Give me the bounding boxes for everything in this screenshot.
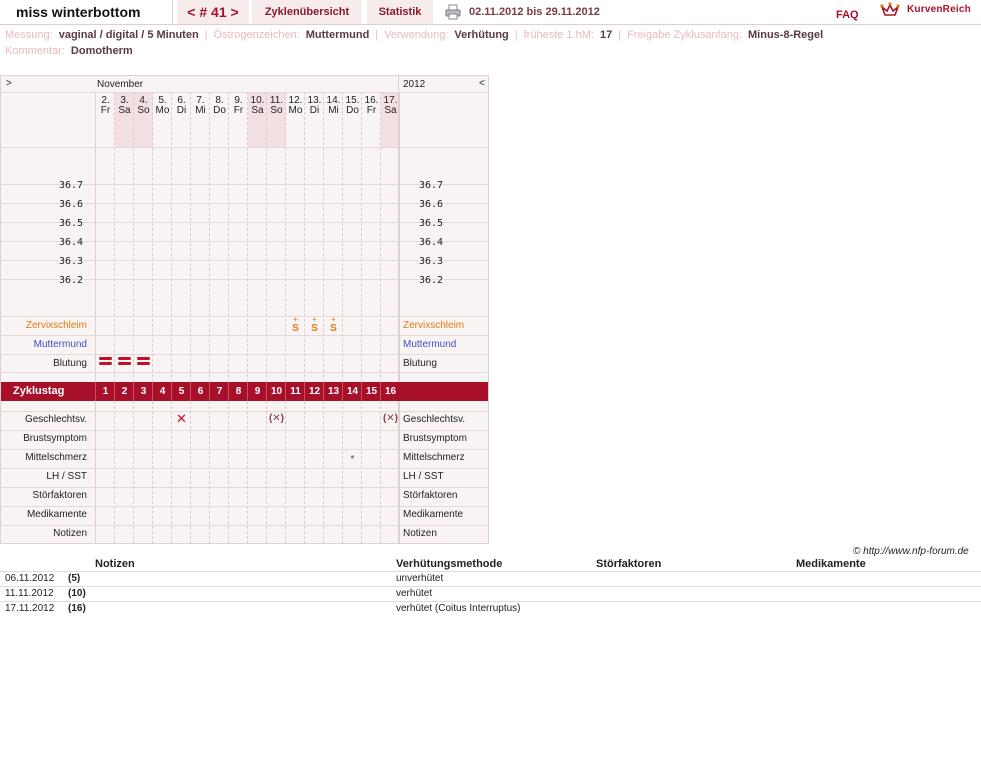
day-date: 7. — [196, 95, 205, 106]
grid-line — [1, 430, 488, 431]
cycle-day-number: 15 — [365, 386, 378, 397]
grid-column-line — [380, 92, 381, 382]
temp-label-right: 36.4 — [419, 237, 444, 248]
day-date: 16. — [364, 95, 379, 106]
grid-column-line — [266, 92, 267, 382]
day-header[interactable] — [305, 96, 324, 116]
temp-label-left: 36.2 — [59, 275, 84, 286]
day-header[interactable] — [210, 96, 229, 116]
day-date: 15. — [345, 95, 360, 106]
mucus-mark[interactable]: + S — [311, 315, 318, 334]
day-header[interactable] — [153, 96, 172, 116]
grid-line — [1, 487, 488, 488]
row-label-left: LH / SST — [46, 471, 87, 482]
mucus-mark[interactable]: + S — [330, 315, 337, 334]
cycle-day-bar — [1, 382, 488, 401]
cycle-day-divider — [285, 382, 286, 401]
table-row — [0, 571, 981, 587]
row-date: 06.11.2012 — [5, 573, 55, 584]
day-weekday: Sa — [118, 105, 131, 116]
cycle-day-divider — [266, 382, 267, 401]
grid-column-line — [152, 401, 153, 544]
nav-statistics[interactable]: Statistik — [367, 0, 433, 24]
day-weekday: Mi — [195, 105, 206, 116]
cycle-day-number: 5 — [178, 386, 185, 397]
chart-year: 2012 — [403, 79, 426, 90]
temp-label-right: 36.7 — [419, 180, 444, 191]
cycle-day-divider — [190, 382, 191, 401]
cycle-day-number: 9 — [254, 386, 261, 397]
row-label-right: Störfaktoren — [403, 490, 458, 501]
day-header[interactable] — [286, 96, 305, 116]
faq-link[interactable]: FAQ — [836, 9, 859, 21]
temp-label-left: 36.6 — [59, 199, 84, 210]
row-date: 11.11.2012 — [5, 588, 54, 599]
grid-line — [1, 525, 488, 526]
nav-cycle-overview[interactable]: Zyklenübersicht — [252, 0, 362, 24]
printer-icon[interactable] — [445, 4, 461, 20]
pain-mark[interactable]: • — [350, 450, 355, 464]
day-date: 10. — [250, 95, 265, 106]
day-header[interactable] — [96, 96, 115, 116]
row-label-left: Mittelschmerz — [25, 452, 87, 463]
grid-column-line — [95, 401, 96, 544]
day-weekday: Di — [176, 105, 187, 116]
cycle-day-number: 3 — [140, 386, 147, 397]
day-weekday: Fr — [366, 105, 377, 116]
usage-label: Verwendung: — [384, 29, 449, 41]
comment-value: Domotherm — [70, 45, 133, 57]
day-weekday: So — [137, 105, 150, 116]
chart-nav-prev[interactable]: > — [6, 78, 12, 89]
cycle-day-number: 11 — [290, 386, 301, 397]
row-label-right: Notizen — [403, 528, 437, 539]
row-label-right: Zervixschleim — [403, 320, 465, 331]
grid-column-line — [114, 92, 115, 382]
row-label-right: Brustsymptom — [403, 433, 467, 444]
cycle-day-divider — [114, 382, 115, 401]
separator: | — [375, 29, 379, 41]
grid-column-line — [228, 92, 229, 382]
row-label-left: Notizen — [53, 528, 87, 539]
temp-label-right: 36.5 — [419, 218, 444, 229]
grid-column-line — [152, 92, 153, 382]
separator: | — [204, 29, 208, 41]
day-weekday: Mo — [155, 105, 170, 116]
row-label-left: Geschlechtsv. — [24, 414, 87, 425]
cycle-day-number: 13 — [327, 386, 340, 397]
cycle-day-divider — [247, 382, 248, 401]
row-method: verhütet — [396, 588, 433, 599]
grid-line — [1, 147, 488, 148]
temp-label-left: 36.3 — [59, 256, 84, 267]
day-weekday: Sa — [384, 105, 397, 116]
day-date: 2. — [101, 95, 110, 106]
grid-column-line — [133, 92, 134, 382]
cycle-number-nav[interactable]: < # 41 > — [177, 0, 249, 24]
earliest-value: 17 — [599, 29, 613, 41]
grid-line — [1, 372, 488, 373]
cycle-day-number: 10 — [270, 386, 283, 397]
grid-line — [1, 316, 488, 317]
day-weekday: Fr — [100, 105, 111, 116]
intercourse-mark[interactable]: ✕ — [176, 411, 187, 426]
table-row — [0, 601, 981, 617]
temp-label-left: 36.4 — [59, 237, 84, 248]
grid-column-line — [304, 92, 305, 382]
grid-line — [1, 411, 488, 412]
day-weekday: Sa — [251, 105, 264, 116]
grid-column-line — [228, 401, 229, 544]
grid-column-line — [190, 92, 191, 382]
row-label-left: Blutung — [53, 358, 87, 369]
row-cycle-day: (10) — [68, 588, 86, 599]
cycle-day-divider — [380, 382, 381, 401]
row-label-left: Brustsymptom — [23, 433, 87, 444]
grid-column-line — [342, 401, 343, 544]
bleeding-mark[interactable] — [99, 357, 112, 366]
intercourse-mark[interactable]: (✕) — [268, 413, 285, 424]
cycle-day-number: 4 — [159, 386, 166, 397]
day-weekday: Do — [346, 105, 359, 116]
day-header[interactable] — [229, 96, 248, 116]
day-header[interactable] — [267, 96, 286, 116]
cycle-day-divider — [342, 382, 343, 401]
grid-line — [1, 92, 488, 93]
earliest-label: früheste 1.hM: — [523, 29, 594, 41]
day-weekday: Fr — [233, 105, 244, 116]
disturbance-header: Störfaktoren — [596, 558, 662, 570]
grid-line — [1, 449, 488, 450]
day-header[interactable] — [248, 96, 267, 116]
row-label-right: Muttermund — [403, 339, 457, 350]
bleeding-mark[interactable] — [118, 357, 131, 366]
intercourse-mark[interactable]: (✕) — [382, 413, 399, 424]
row-label-left: Muttermund — [33, 339, 87, 350]
grid-column-line — [285, 92, 286, 382]
separator: | — [618, 29, 622, 41]
cycle-day-label: Zyklustag — [13, 385, 65, 397]
grid-line — [1, 506, 488, 507]
grid-column-line — [209, 92, 210, 382]
row-label-right: Blutung — [403, 358, 437, 369]
day-header[interactable] — [362, 96, 381, 116]
grid-column-line — [342, 92, 343, 382]
day-date: 5. — [158, 95, 167, 106]
cycle-chart — [0, 75, 489, 544]
grid-column-line — [323, 92, 324, 382]
cycle-day-number: 12 — [308, 386, 321, 397]
comment-label: Kommentar: — [5, 45, 65, 57]
cycle-day-divider — [152, 382, 153, 401]
copyright-text: © http://www.nfp-forum.de — [853, 546, 969, 557]
day-weekday: Di — [309, 105, 320, 116]
day-date: 6. — [177, 95, 186, 106]
separator: | — [514, 29, 518, 41]
grid-column-line — [209, 401, 210, 544]
medication-header: Medikamente — [796, 558, 866, 570]
day-header[interactable] — [172, 96, 191, 116]
row-cycle-day: (16) — [68, 603, 86, 614]
grid-column-line — [95, 92, 96, 382]
table-row — [0, 586, 981, 602]
day-date: 13. — [307, 95, 322, 106]
cycle-day-number: 6 — [197, 386, 204, 397]
right-divider — [398, 76, 399, 382]
chart-month: November — [97, 79, 144, 90]
day-date: 12. — [288, 95, 303, 106]
temp-label-right: 36.6 — [419, 199, 444, 210]
measure-value: vaginal / digital / 5 Minuten — [58, 29, 199, 41]
day-weekday: Do — [213, 105, 226, 116]
grid-column-line — [133, 401, 134, 544]
row-cycle-day: (5) — [68, 573, 81, 584]
grid-column-line — [171, 92, 172, 382]
cycle-day-divider — [95, 382, 96, 401]
release-value: Minus-8-Regel — [748, 29, 824, 41]
cycle-day-number: 7 — [216, 386, 223, 397]
mucus-mark[interactable]: + S — [292, 315, 299, 334]
cycle-day-divider — [171, 382, 172, 401]
method-header: Verhütungsmethode — [396, 558, 503, 570]
row-date: 17.11.2012 — [5, 603, 55, 614]
day-date: 14. — [326, 95, 341, 106]
grid-column-line — [399, 92, 400, 382]
cycle-day-divider — [361, 382, 362, 401]
day-date: 11. — [269, 95, 284, 106]
cycle-day-number: 14 — [346, 386, 359, 397]
bleeding-mark[interactable] — [137, 357, 150, 366]
cycle-day-number: 1 — [102, 386, 109, 397]
chart-nav-next[interactable]: < — [479, 78, 485, 89]
row-label-right: LH / SST — [403, 471, 444, 482]
day-header[interactable] — [191, 96, 210, 116]
cycle-day-divider — [323, 382, 324, 401]
row-label-right: Mittelschmerz — [403, 452, 465, 463]
grid-column-line — [361, 92, 362, 382]
cycle-day-divider — [228, 382, 229, 401]
brand-name[interactable]: KurvenReich — [907, 4, 971, 15]
cycle-day-divider — [304, 382, 305, 401]
cycle-day-number: 2 — [121, 386, 128, 397]
row-label-left: Zervixschleim — [25, 320, 87, 331]
measure-label: Messung: — [5, 29, 53, 41]
grid-column-line — [114, 401, 115, 544]
row-method: unverhütet — [396, 573, 444, 584]
grid-column-line — [323, 401, 324, 544]
grid-column-line — [247, 401, 248, 544]
crown-logo-icon[interactable] — [880, 1, 900, 19]
grid-line — [1, 468, 488, 469]
temp-label-left: 36.5 — [59, 218, 84, 229]
top-header — [0, 0, 981, 25]
day-date: 4. — [139, 95, 148, 106]
date-range: 02.11.2012 bis 29.11.2012 — [469, 6, 600, 18]
cycle-settings-line — [5, 29, 829, 41]
comment-line — [5, 45, 139, 57]
day-header[interactable] — [115, 96, 134, 116]
day-header[interactable] — [324, 96, 343, 116]
release-label: Freigabe Zyklusanfang: — [627, 29, 743, 41]
day-date: 9. — [234, 95, 243, 106]
day-weekday: So — [270, 105, 283, 116]
cycle-day-number: 16 — [384, 386, 397, 397]
temp-label-left: 36.7 — [59, 180, 84, 191]
row-label-right: Medikamente — [403, 509, 464, 520]
grid-line — [1, 354, 488, 355]
username: miss winterbottom — [0, 0, 173, 24]
temp-label-right: 36.2 — [419, 275, 444, 286]
day-header[interactable] — [381, 96, 400, 116]
row-label-right: Geschlechtsv. — [403, 414, 466, 425]
row-label-left: Medikamente — [26, 509, 87, 520]
row-method: verhütet (Coitus Interruptus) — [396, 603, 521, 614]
day-header[interactable] — [134, 96, 153, 116]
estrogen-label: Östrogenzeichen: — [213, 29, 300, 41]
day-date: 17. — [383, 95, 398, 106]
day-weekday: Mi — [328, 105, 339, 116]
notes-header: Notizen — [95, 558, 135, 570]
day-date: 3. — [120, 95, 129, 106]
grid-line — [1, 335, 488, 336]
day-weekday: Mo — [288, 105, 303, 116]
grid-column-line — [304, 401, 305, 544]
row-label-left: Störfaktoren — [32, 490, 87, 501]
grid-column-line — [361, 401, 362, 544]
temp-label-right: 36.3 — [419, 256, 444, 267]
grid-column-line — [247, 92, 248, 382]
usage-value: Verhütung — [454, 29, 509, 41]
cycle-day-divider — [209, 382, 210, 401]
cycle-day-number: 8 — [235, 386, 242, 397]
day-header[interactable] — [343, 96, 362, 116]
cycle-day-divider — [133, 382, 134, 401]
estrogen-value: Muttermund — [305, 29, 370, 41]
day-date: 8. — [215, 95, 224, 106]
